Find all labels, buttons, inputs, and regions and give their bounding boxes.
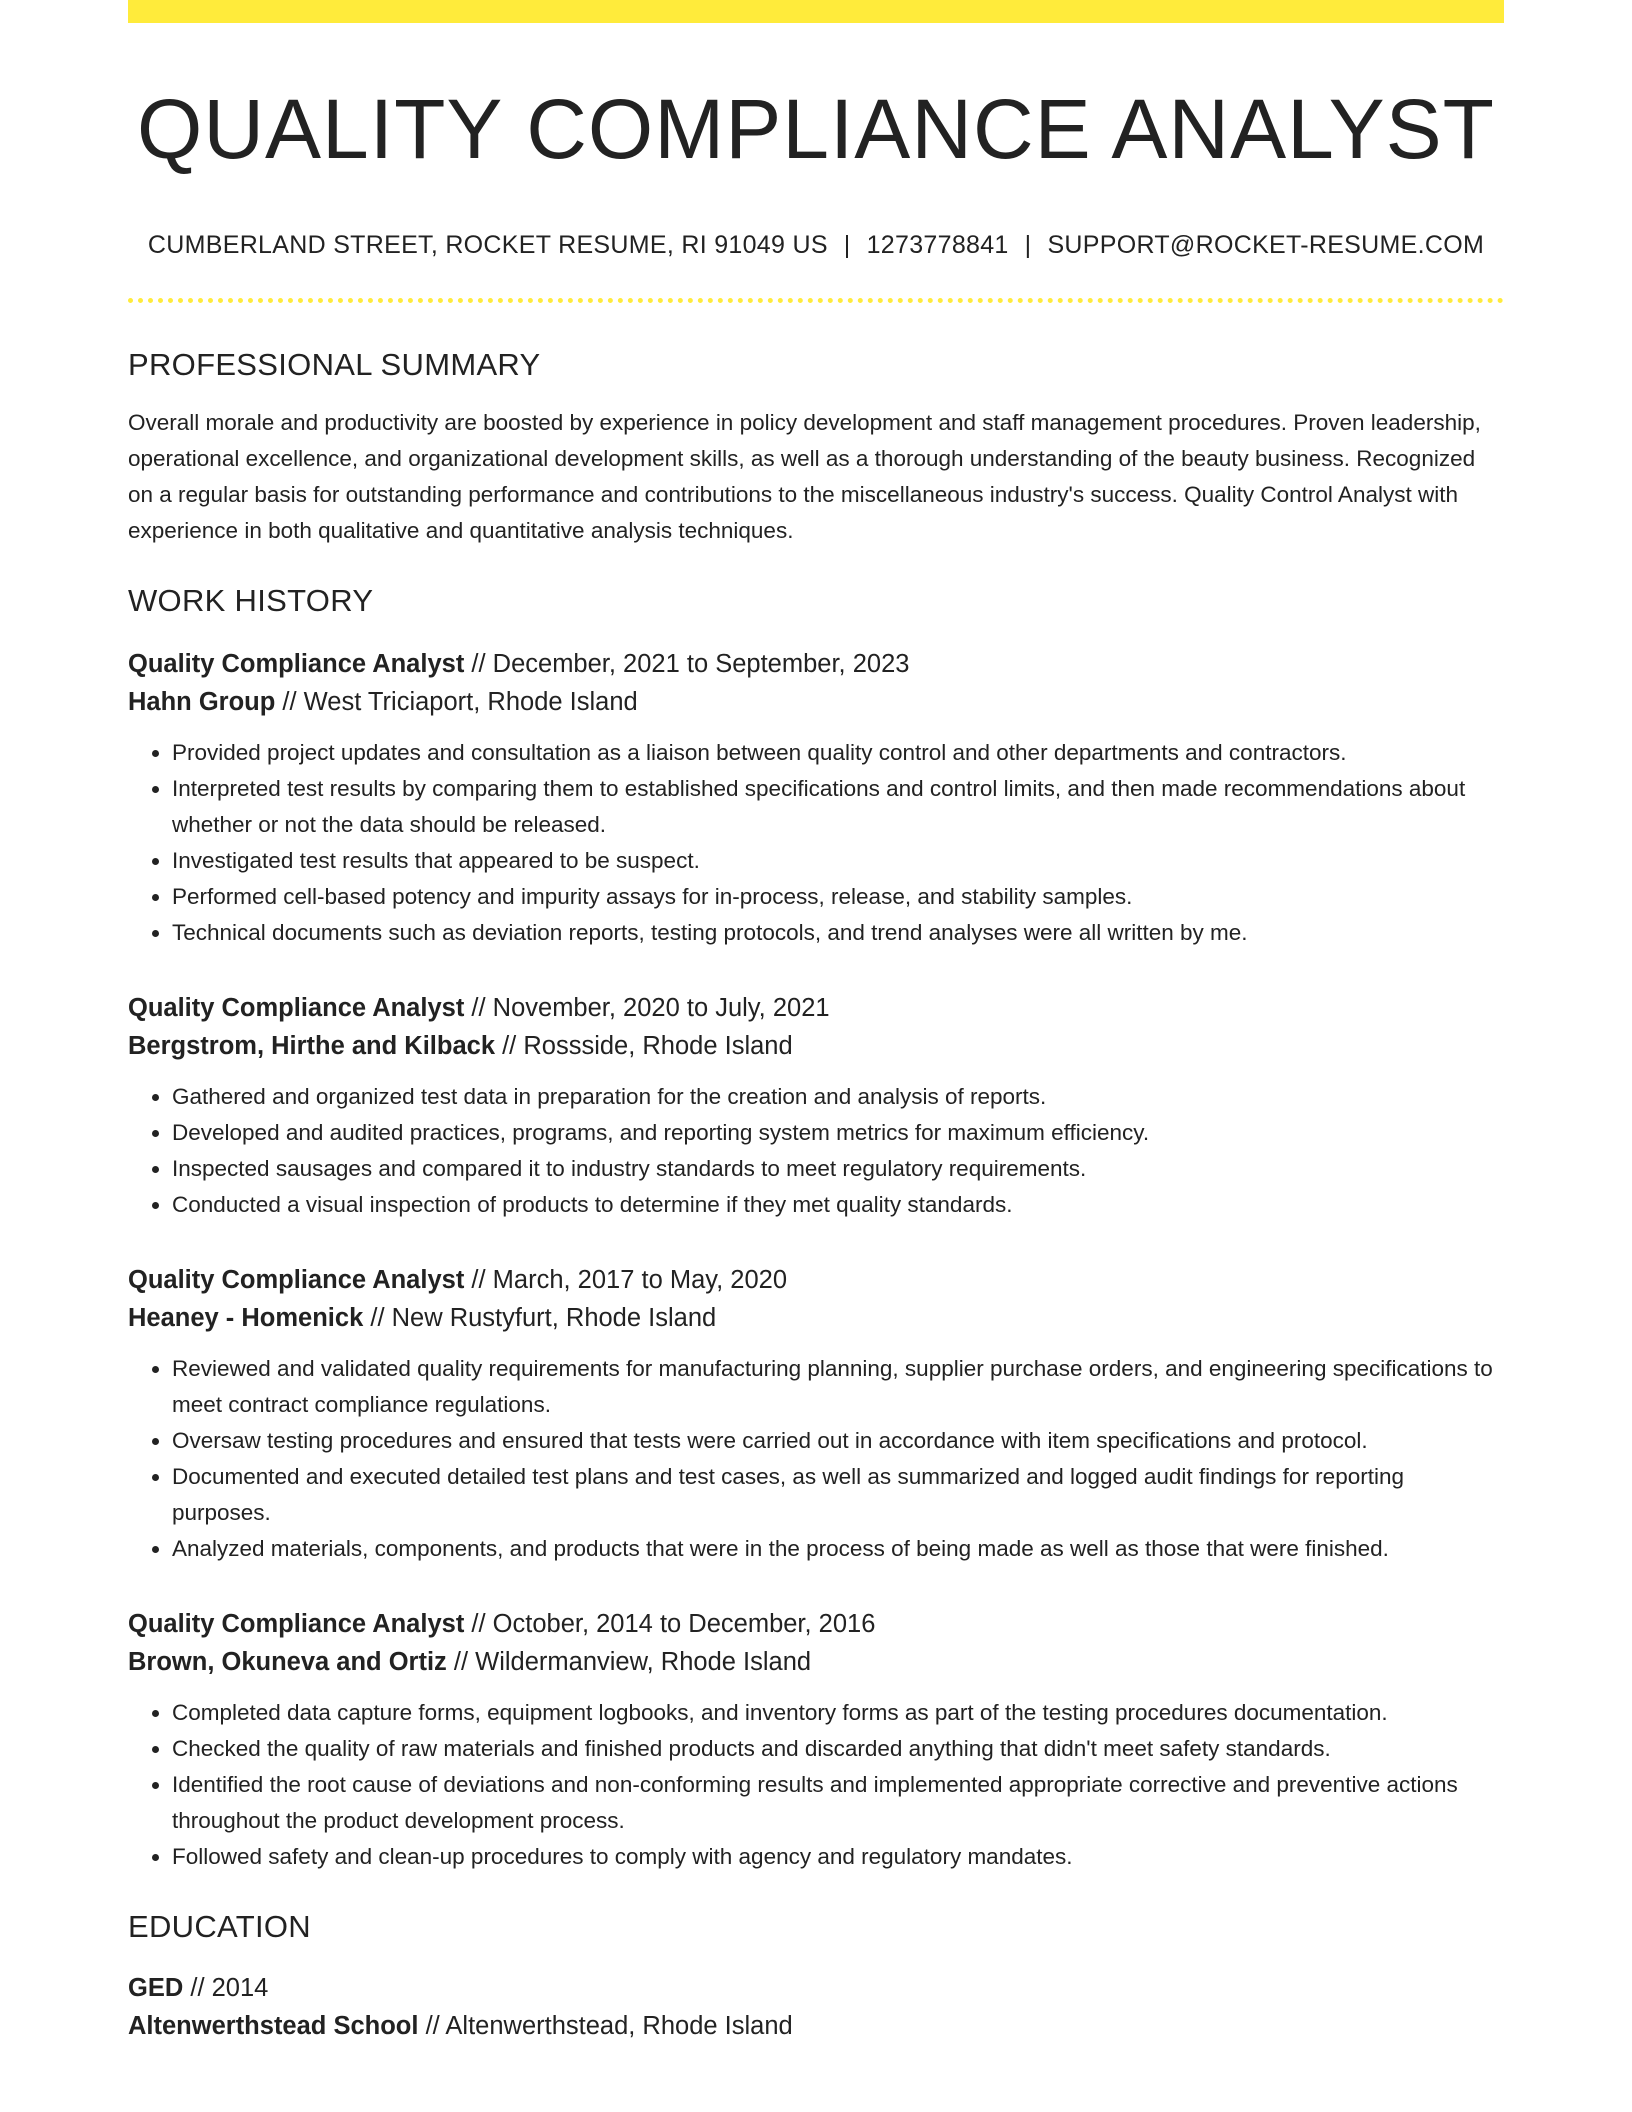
- contact-separator: |: [1024, 231, 1032, 260]
- contact-email: SUPPORT@ROCKET-RESUME.COM: [1047, 231, 1485, 260]
- education-school-line: [128, 2007, 1504, 2045]
- job-company: Heaney - Homenick: [128, 1304, 364, 1333]
- job-bullet: • Reviewed and validated quality requirements for manufacturing planning, supplier purchase orders, and engineering specifications to meet contract compliance regulations.: [172, 1351, 1504, 1423]
- education-year: // 2014: [190, 1974, 269, 2003]
- resume-page: [128, 0, 1504, 2045]
- job-entry: [128, 1605, 1504, 1875]
- job-company-line: [128, 1643, 1504, 1681]
- job-bullet: • Investigated test results that appeared to be suspect.: [172, 843, 1504, 879]
- job-bullet: • Inspected sausages and compared it to industry standards to meet regulatory requirements.: [172, 1151, 1504, 1187]
- summary-text: Overall morale and productivity are boosted by experience in policy development and staff management procedures. Proven leadership, operational excellence, and organizational development skills, as well as a thorough understanding of the beauty business. Recognized on a regular basis for outstanding performance and contributions to the miscellaneous industry's success. Quality Control Analyst with experience in both qualitative and quantitative analysis techniques.: [128, 410, 1481, 544]
- job-bullet: • Checked the quality of raw materials and finished products and discarded anything that didn't meet safety standards.: [172, 1731, 1504, 1767]
- dotted-divider: [128, 298, 1504, 303]
- job-bullet: • Documented and executed detailed test plans and test cases, as well as summarized and logged audit findings for reporting purposes.: [172, 1459, 1504, 1531]
- contact-address: CUMBERLAND STREET, ROCKET RESUME, RI 91049 US: [147, 231, 828, 260]
- accent-bar: [128, 0, 1504, 23]
- job-bullet: • Conducted a visual inspection of products to determine if they met quality standards.: [172, 1187, 1504, 1223]
- education-degree: GED: [128, 1974, 184, 2003]
- job-entry: [128, 645, 1504, 951]
- job-bullet: • Followed safety and clean-up procedures to comply with agency and regulatory mandates.: [172, 1839, 1504, 1875]
- job-dates: // March, 2017 to May, 2020: [471, 1266, 788, 1295]
- job-role-line: [128, 1261, 1504, 1299]
- contact-phone: 1273778841: [866, 231, 1009, 260]
- education-school: Altenwerthstead School: [128, 2012, 419, 2041]
- job-company: Hahn Group: [128, 688, 276, 717]
- job-location: // West Triciaport, Rhode Island: [282, 688, 638, 717]
- contact-separator: |: [843, 231, 851, 260]
- job-dates: // December, 2021 to September, 2023: [471, 650, 910, 679]
- job-dates: // November, 2020 to July, 2021: [471, 994, 830, 1023]
- job-bullet: • Oversaw testing procedures and ensured that tests were carried out in accordance with item specifications and protocol.: [172, 1423, 1504, 1459]
- job-role: Quality Compliance Analyst: [128, 994, 465, 1023]
- education-entry: [128, 1969, 1504, 2045]
- job-location: // Wildermanview, Rhode Island: [453, 1648, 812, 1677]
- job-bullets: [128, 1351, 1504, 1567]
- job-role: Quality Compliance Analyst: [128, 650, 465, 679]
- job-bullet: • Developed and audited practices, programs, and reporting system metrics for maximum efficiency.: [172, 1115, 1504, 1151]
- job-role: Quality Compliance Analyst: [128, 1610, 465, 1639]
- job-location: // New Rustyfurt, Rhode Island: [370, 1304, 717, 1333]
- job-bullet: • Provided project updates and consultation as a liaison between quality control and other departments and contractors.: [172, 735, 1504, 771]
- job-role-line: [128, 989, 1504, 1027]
- job-bullet: • Identified the root cause of deviations and non-conforming results and implemented appropriate corrective and preventive actions throughout the product development process.: [172, 1767, 1504, 1839]
- job-dates: // October, 2014 to December, 2016: [471, 1610, 876, 1639]
- job-entry: [128, 1261, 1504, 1567]
- job-entry: [128, 989, 1504, 1223]
- job-bullets: [128, 735, 1504, 951]
- job-location: // Rossside, Rhode Island: [502, 1032, 793, 1061]
- job-bullet: • Interpreted test results by comparing them to established specifications and control limits, and then made recommendations about whether or not the data should be released.: [172, 771, 1504, 843]
- job-role: Quality Compliance Analyst: [128, 1266, 465, 1295]
- job-bullets: [128, 1695, 1504, 1875]
- work-history-heading: WORK HISTORY: [128, 583, 374, 619]
- job-company-line: [128, 683, 1504, 721]
- job-company-line: [128, 1299, 1504, 1337]
- job-bullet: • Analyzed materials, components, and products that were in the process of being made as well as those that were finished.: [172, 1531, 1504, 1567]
- job-company: Brown, Okuneva and Ortiz: [128, 1648, 447, 1677]
- education-location: // Altenwerthstead, Rhode Island: [425, 2012, 793, 2041]
- job-bullet: • Completed data capture forms, equipment logbooks, and inventory forms as part of the testing procedures documentation.: [172, 1695, 1504, 1731]
- education-degree-line: [128, 1969, 1504, 2007]
- page-title: QUALITY COMPLIANCE ANALYST: [137, 82, 1495, 176]
- job-bullets: [128, 1079, 1504, 1223]
- job-company-line: [128, 1027, 1504, 1065]
- job-role-line: [128, 645, 1504, 683]
- education-heading: EDUCATION: [128, 1909, 311, 1945]
- job-role-line: [128, 1605, 1504, 1643]
- job-bullet: • Gathered and organized test data in preparation for the creation and analysis of reports.: [172, 1079, 1504, 1115]
- job-company: Bergstrom, Hirthe and Kilback: [128, 1032, 495, 1061]
- job-bullet: • Technical documents such as deviation reports, testing protocols, and trend analyses were all written by me.: [172, 915, 1504, 951]
- summary-heading: PROFESSIONAL SUMMARY: [128, 347, 541, 383]
- contact-line: [128, 231, 1504, 260]
- job-bullet: • Performed cell-based potency and impurity assays for in-process, release, and stability samples.: [172, 879, 1504, 915]
